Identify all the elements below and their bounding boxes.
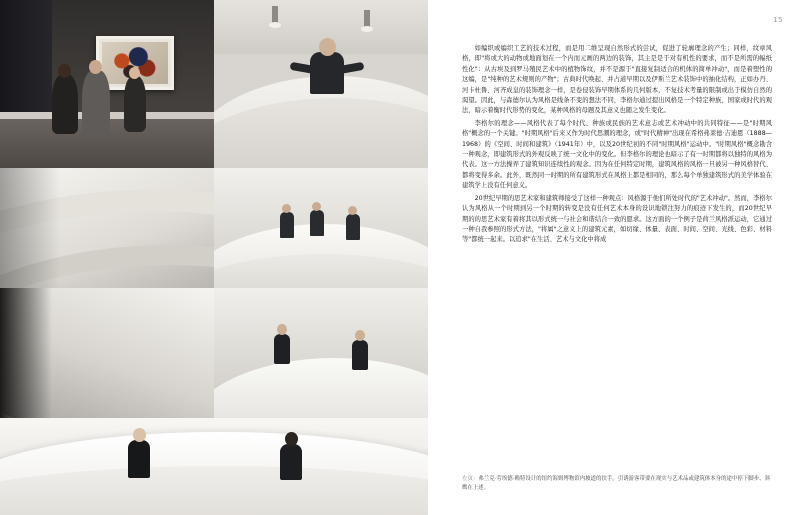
ramp-sweep-lower <box>0 466 428 515</box>
visitor-figure <box>128 440 150 478</box>
caption-lead: 左页： <box>462 476 479 482</box>
photo-tile-two-visitors-walking <box>214 288 428 418</box>
visitor-head <box>277 324 287 335</box>
photo-tile-wide-ramp-sweep <box>0 418 428 515</box>
text-page <box>428 0 803 515</box>
photo-tile-gallery-painting <box>0 0 214 168</box>
caption-text: 弗兰克·劳埃德·赖特设计的纽约海姆博物馆内坡道的扶手。引诱游客带要在现实与艺术品或建筑体本身的途中停下脚步、斜鹰在上述。 <box>462 476 770 491</box>
visitor-figure <box>82 70 110 136</box>
visitor-head <box>312 202 321 211</box>
article-body <box>462 44 772 248</box>
visitor-figure <box>310 210 324 236</box>
visitor-figure <box>280 444 302 480</box>
ceiling-lamp-icon <box>272 6 278 24</box>
visitor-head <box>133 428 146 442</box>
visitor-head <box>282 204 291 213</box>
visitor-head <box>319 38 336 56</box>
figure-caption <box>462 475 770 493</box>
visitor-figure <box>52 74 78 134</box>
body-paragraph: 李格尔的理念——风格代表了每个时代、种族或民族的艺术意志或艺术冲动中的共同特征——是"时期风格"概念的一个关键。"时期风格"后来又作为时代思潮的理念，或"时代精神"出现在希格弗莱德·吉迪恩（1888—1968）的《空间、时间和建筑》（1941年）中，以及20世纪初的不同"时期风格"运动中。"时期风格"概念勘含一种观念，即建筑形式的外观反映了统一文化中的变化。但李格尔的理论也暗示了有一时期都将以独特的风格为代表。这一方法操弄了建筑知识连续性的观念。因为在任何特定时期，建筑风格的风格一旦被另一种风格替代、都将变得多余。此外，既然同一时期的所有建筑形式在风格上都是相同的，那么每个单独建筑形式的美学体验在建筑学上没有任何意义。 <box>462 119 772 190</box>
visitor-head <box>129 67 140 79</box>
page-number: 15 <box>773 16 783 24</box>
body-paragraph: 20世纪早期的思艺术家和建筑师接受了这样一种观点：风格源于他们所处时代的"艺术冲动"。然而，李格尔认为风格从一个时期到另一个时期的转变是没有任何艺术本身的设识地锁注努力的痕迹下发生的，而20世纪早期的的思艺术家有着将其以形式统一与社会和谐结合一致的愿求。这方面的一个例子是荷兰风格派运动，它通过一种自我参照的形式方法，"将属"之意义上的建筑元素，如切缘、体量、表面、时间、空间、光线、色彩、材料等"都统一起来。以追求"在生活、艺术与文化中将成 <box>462 194 772 244</box>
visitor-head <box>355 330 365 341</box>
visitor-head <box>89 60 102 74</box>
visitor-figure <box>274 334 290 364</box>
visitor-figure <box>280 212 294 238</box>
visitor-figure <box>346 214 360 240</box>
visitor-figure <box>124 76 146 132</box>
body-paragraph: 如编织或编织工艺的技术过程，而是用二维呈现自然形式的尝试，促进了轮廓理念的产生；同样，纹章风格，即"将或大的动物或地面划在一个内而元画的两边的装饰，其主是是于对有机性的要求，而不是所需的幅纸性化"：从古埃及到罗马殖民艺术中的植物饰纹，并不是源于"直接复制适合的机体的简单冲动"，而是着塑性的这编，是"纯种的艺术规则的产物"；古典时代唤起、并占道早期以及伊斯兰艺术装饰中的抽化结构，正如办丹、河卡杜鲁、河齐成皇的装饰理念一样，是卷侵装饰早期体系的几何版本，不复技术考量的限制或出于模仿自然的渴望。因此，与森德尔认为风格是线条不变的想法不同，李格尔通过提出风格是一个特定种族、国家或时代的观法，暗示着衡时代形势的变化，某种风格的母题及其意义也随之发生变化。 <box>462 45 772 115</box>
photo-tile-visitors-on-ramp <box>214 168 428 288</box>
photo-tile-visitor-at-balcony <box>214 0 428 168</box>
photo-tile-curved-rails-interior <box>0 288 214 418</box>
shadow-overlay <box>0 288 52 418</box>
ceiling-lamp-icon <box>364 10 370 28</box>
visitor-head <box>348 206 357 215</box>
photo-tile-spiral-ramp-bands <box>0 168 214 288</box>
visitor-figure <box>310 52 344 94</box>
visitor-figure <box>352 340 368 370</box>
shadow-overlay <box>0 168 60 288</box>
visitor-head <box>285 432 298 446</box>
visitor-head <box>58 64 71 78</box>
